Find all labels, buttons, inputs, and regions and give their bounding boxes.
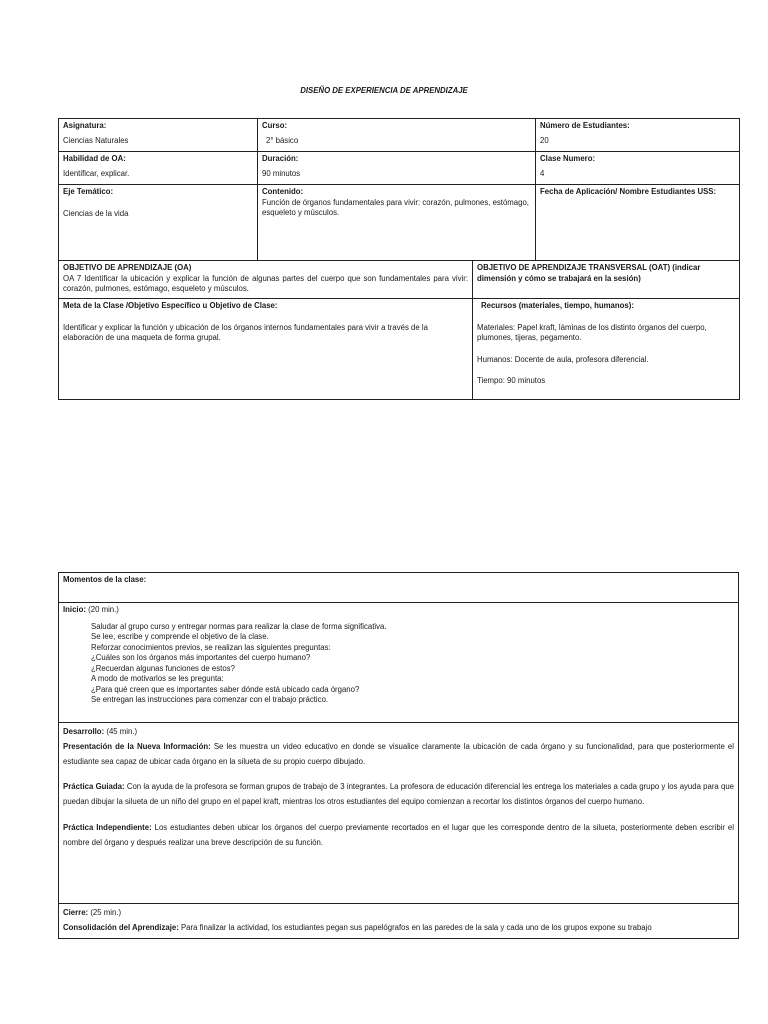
- inicio-line: Reforzar conocimientos previos, se realizan las siguientes preguntas:: [91, 642, 331, 652]
- oa-label: OBJETIVO DE APRENDIZAJE (OA): [63, 263, 192, 272]
- contenido-label: Contenido:: [262, 187, 304, 196]
- cierre-time: (25 min.): [90, 908, 122, 917]
- cierre-label: Cierre:: [63, 908, 89, 917]
- class-info-table: [58, 118, 740, 400]
- recursos-humanos: Humanos: Docente de aula, profesora diferencial.: [477, 354, 649, 364]
- fecha-label: Fecha de Aplicación/ Nombre Estudiantes USS:: [540, 187, 717, 196]
- desarrollo-label: Desarrollo:: [63, 727, 105, 736]
- meta-label: Meta de la Clase /Objetivo Específico u Objetivo de Clase:: [63, 301, 278, 310]
- asignatura-label: Asignatura:: [63, 121, 107, 130]
- inicio-line: Se lee, escribe y comprende el objetivo de la clase.: [91, 632, 269, 642]
- clase-numero-cell: [536, 152, 740, 185]
- recursos-cell: [473, 299, 740, 400]
- eje-value: Ciencias de la vida: [63, 208, 129, 218]
- recursos-materiales: Materiales: Papel kraft, láminas de los distinto órganos del cuerpo, plumones, tijeras, pegamento.: [477, 322, 707, 343]
- desarrollo-time: (45 min.): [106, 727, 138, 736]
- momentos-label: Momentos de la clase:: [63, 575, 147, 584]
- practica-independiente-paragraph: [63, 821, 734, 851]
- asignatura-cell: [59, 119, 258, 152]
- num-estudiantes-label: Número de Estudiantes:: [540, 121, 630, 130]
- inicio-label: Inicio:: [63, 605, 86, 614]
- habilidad-value: Identificar, explicar.: [63, 168, 130, 178]
- practica-guiada-label: Práctica Guiada:: [63, 782, 125, 792]
- nueva-informacion-paragraph: [63, 740, 734, 770]
- recursos-tiempo: Tiempo: 90 minutos: [477, 376, 546, 386]
- class-moments-table: [58, 572, 739, 939]
- inicio-list: [63, 622, 734, 706]
- eje-cell: [59, 185, 258, 261]
- num-estudiantes-value: 20: [540, 135, 549, 145]
- desarrollo-cell: [59, 723, 739, 904]
- inicio-cell: [59, 603, 739, 723]
- oa-value: OA 7 Identificar la ubicación y explicar la función de algunas partes del cuerpo que son fundamentales para vivir: corazón, pulmones, estómago, esqueleto y músculos.: [63, 273, 468, 294]
- recursos-label: Recursos (materiales, tiempo, humanos):: [481, 301, 634, 310]
- meta-value: Identificar y explicar la función y ubicación de los órganos internos fundamentales para vivir a través de la elaboración de una maqueta de forma grupal.: [63, 322, 428, 343]
- curso-cell: [258, 119, 536, 152]
- consolidacion-paragraph: [63, 921, 734, 936]
- practica-guiada-text: Con la ayuda de la profesora se forman grupos de trabajo de 3 integrantes. La profesora de educación diferencial les entrega los materiales a cada grupo y los ayuda para que puedan dibujar la silueta de un niño del grupo en el papel kraft, mientras los otros estudiantes del equipo comienzan a recortar los distintos órganos del cuerpo humano.: [63, 782, 734, 807]
- nueva-informacion-text: Se les muestra un video educativo en donde se visualice claramente la ubicación de cada órgano y su funcionalidad, para que posteriormente el estudiante sea capaz de ubicar cada órgano en la silueta de su propio cuerpo dibujado.: [63, 741, 734, 766]
- inicio-line: ¿Para qué creen que es importantes saber dónde está ubicado cada órgano?: [91, 684, 360, 694]
- inicio-time: (20 min.): [88, 605, 119, 614]
- practica-independiente-text: Los estudiantes deben ubicar los órganos del cuerpo previamente recortados en el lugar que les corresponde dentro de la silueta, posteriormente deben escribir el nombre del órgano y después realizar una breve descripción de su función.: [63, 823, 734, 847]
- oat-label: OBJETIVO DE APRENDIZAJE TRANSVERSAL (OAT) (indicar dimensión y cómo se trabajará en la sesión): [477, 263, 701, 283]
- consolidacion-text: Para finalizar la actividad, los estudiantes pegan sus papelógrafos en las paredes de la sala y cada uno de los grupos expone su trabajo: [180, 922, 652, 932]
- oa-cell: [59, 261, 473, 299]
- cierre-cell: [59, 904, 739, 939]
- curso-label: Curso:: [262, 121, 288, 130]
- clase-numero-value: 4: [540, 168, 545, 178]
- inicio-line: ¿Recuerdan algunas funciones de estos?: [91, 663, 235, 673]
- duracion-cell: [258, 152, 536, 185]
- nueva-informacion-label: Presentación de la Nueva Información:: [63, 741, 211, 751]
- duracion-label: Duración:: [262, 154, 299, 163]
- consolidacion-label: Consolidación del Aprendizaje:: [63, 922, 179, 932]
- asignatura-value: Ciencias Naturales: [63, 135, 129, 145]
- clase-numero-label: Clase Numero:: [540, 154, 596, 163]
- num-estudiantes-cell: [536, 119, 740, 152]
- eje-label: Eje Temático:: [63, 187, 114, 196]
- contenido-value: Función de órganos fundamentales para vivir: corazón, pulmones, estómago, esqueleto y músculos.: [262, 197, 529, 218]
- curso-value: 2° básico: [266, 135, 299, 145]
- habilidad-label: Habilidad de OA:: [63, 154, 126, 163]
- duracion-value: 90 minutos: [262, 168, 301, 178]
- habilidad-cell: [59, 152, 258, 185]
- practica-independiente-label: Práctica Independiente:: [63, 823, 152, 833]
- practica-guiada-paragraph: [63, 780, 734, 810]
- inicio-line: Se entregan las instrucciones para comenzar con el trabajo práctico.: [91, 695, 329, 705]
- document-title: DISEÑO DE EXPERIENCIA DE APRENDIZAJE: [300, 86, 468, 95]
- momentos-header-cell: [59, 573, 739, 603]
- oat-cell: [473, 261, 740, 299]
- contenido-cell: [258, 185, 536, 261]
- inicio-line: Saludar al grupo curso y entregar normas para realizar la clase de forma significativa.: [91, 621, 387, 631]
- inicio-line: A modo de motivarlos se les pregunta:: [91, 674, 224, 684]
- meta-cell: [59, 299, 473, 400]
- fecha-cell: [536, 185, 740, 261]
- inicio-line: ¿Cuáles son los órganos más importantes del cuerpo humano?: [91, 653, 311, 663]
